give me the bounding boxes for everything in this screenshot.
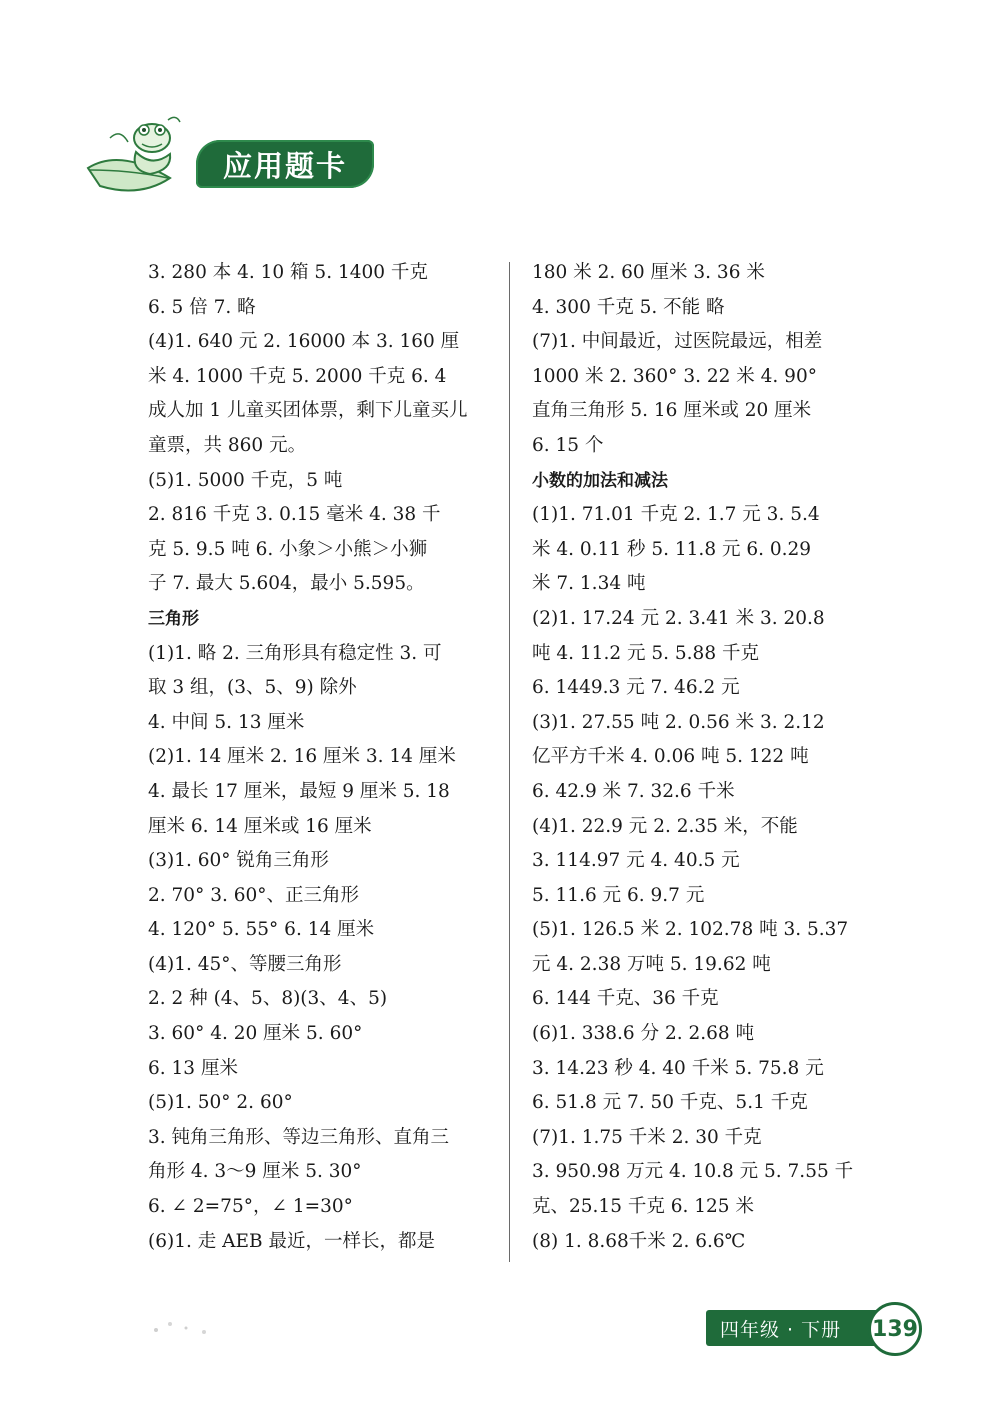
grade-label: 四年级 · 下册: [720, 1318, 842, 1341]
answer-line: 6. 1449.3 元 7. 46.2 元: [532, 677, 740, 699]
answer-line: 6. 5 倍 7. 略: [148, 296, 256, 318]
answer-line: (2)1. 14 厘米 2. 16 厘米 3. 14 厘米: [148, 746, 456, 768]
answer-line: 角形 4. 3～9 厘米 5. 30°: [148, 1161, 362, 1183]
answer-line: 元 4. 2.38 万吨 5. 19.62 吨: [532, 953, 771, 975]
answer-line: 3. 14.23 秒 4. 40 千米 5. 75.8 元: [532, 1057, 824, 1079]
answer-line: 米 4. 1000 千克 5. 2000 千克 6. 4: [148, 365, 447, 387]
answer-line: 6. 51.8 元 7. 50 千克、5.1 千克: [532, 1092, 808, 1114]
answer-line: 厘米 6. 14 厘米或 16 厘米: [148, 815, 372, 837]
answer-line: 4. 120° 5. 55° 6. 14 厘米: [148, 919, 375, 941]
answer-line: 4. 最长 17 厘米，最短 9 厘米 5. 18: [148, 780, 450, 802]
answer-line: 3. 280 本 4. 10 箱 5. 1400 千克: [148, 262, 428, 283]
answer-line: 3. 60° 4. 20 厘米 5. 60°: [148, 1023, 363, 1045]
answer-line: 6. ∠ 2=75°，∠ 1=30°: [148, 1196, 353, 1218]
answer-line: 直角三角形 5. 16 厘米或 20 厘米: [532, 400, 812, 422]
answer-line: (7)1. 1.75 千米 2. 30 千克: [532, 1126, 762, 1148]
answer-line: (2)1. 17.24 元 2. 3.41 米 3. 20.8: [532, 607, 825, 629]
answer-line: 亿平方千米 4. 0.06 吨 5. 122 吨: [532, 746, 809, 768]
page-number: 139: [868, 1302, 922, 1356]
answer-line: 4. 中间 5. 13 厘米: [148, 711, 305, 733]
answer-line: 180 米 2. 60 厘米 3. 36 米: [532, 262, 765, 283]
answer-line: (7)1. 中间最近，过医院最远，相差: [532, 331, 823, 353]
answer-line: 3. 950.98 万元 4. 10.8 元 5. 7.55 千: [532, 1161, 854, 1183]
answer-line: (5)1. 5000 千克，5 吨: [148, 469, 343, 491]
answer-line: 克、25.15 千克 6. 125 米: [532, 1196, 754, 1218]
footer-dots-decoration-icon: [148, 1310, 228, 1340]
section-title: 应用题卡: [222, 148, 347, 183]
answer-line: 4. 300 千克 5. 不能 略: [532, 296, 725, 318]
section-heading: 小数的加法和减法: [532, 470, 668, 491]
answer-line: 吨 4. 11.2 元 5. 5.88 千克: [532, 642, 759, 664]
answer-line: (4)1. 640 元 2. 16000 本 3. 160 厘: [148, 331, 460, 353]
answer-line: 子 7. 最大 5.604，最小 5.595。: [148, 573, 425, 595]
answer-line: 1000 米 2. 360° 3. 22 米 4. 90°: [532, 365, 817, 387]
answer-line: 克 5. 9.5 吨 6. 小象＞小熊＞小狮: [148, 538, 428, 560]
answer-line: (5)1. 126.5 米 2. 102.78 吨 3. 5.37: [532, 919, 849, 941]
answer-line: 米 7. 1.34 吨: [532, 573, 646, 595]
right-answer-column: [532, 256, 892, 1259]
answer-line: 3. 114.97 元 4. 40.5 元: [532, 850, 740, 872]
section-title-banner: [196, 140, 374, 188]
answer-line: 2. 2 种 (4、5、8)(3、4、5): [148, 988, 388, 1010]
grade-footer-bar: [706, 1310, 892, 1346]
answer-line: 米 4. 0.11 秒 5. 11.8 元 6. 0.29: [532, 538, 812, 560]
answer-line: (1)1. 略 2. 三角形具有稳定性 3. 可: [148, 642, 442, 664]
answer-line: 2. 816 千克 3. 0.15 毫米 4. 38 千: [148, 504, 441, 526]
left-answer-column: [148, 256, 508, 1259]
answer-line: 6. 42.9 米 7. 32.6 千米: [532, 780, 735, 802]
answer-line: 成人加 1 儿童买团体票，剩下儿童买儿: [148, 400, 468, 422]
frog-leaf-illustration-icon: [80, 108, 200, 208]
answer-line: (4)1. 22.9 元 2. 2.35 米，不能: [532, 815, 798, 837]
answer-line: 6. 144 千克、36 千克: [532, 988, 719, 1010]
answer-line: (1)1. 71.01 千克 2. 1.7 元 3. 5.4: [532, 504, 820, 526]
answer-line: 6. 13 厘米: [148, 1057, 238, 1079]
answer-line: (3)1. 27.55 吨 2. 0.56 米 3. 2.12: [532, 711, 825, 733]
section-heading: 三角形: [148, 608, 199, 629]
answer-line: 3. 钝角三角形、等边三角形、直角三: [148, 1126, 450, 1148]
column-divider: [509, 262, 510, 1262]
answer-line: (6)1. 338.6 分 2. 2.68 吨: [532, 1023, 755, 1045]
answer-line: (8) 1. 8.68千米 2. 6.6℃: [532, 1230, 746, 1252]
answer-line: (3)1. 60° 锐角三角形: [148, 850, 329, 872]
answer-line: 取 3 组，(3、5、9) 除外: [148, 677, 357, 699]
answer-line: (4)1. 45°、等腰三角形: [148, 953, 342, 975]
answer-line: (5)1. 50° 2. 60°: [148, 1092, 293, 1114]
answer-line: 6. 15 个: [532, 434, 604, 456]
answer-line: 5. 11.6 元 6. 9.7 元: [532, 884, 705, 906]
answer-line: (6)1. 走 AEB 最近，一样长，都是: [148, 1230, 435, 1252]
answer-line: 2. 70° 3. 60°、正三角形: [148, 884, 360, 906]
answer-line: 童票，共 860 元。: [148, 434, 307, 456]
